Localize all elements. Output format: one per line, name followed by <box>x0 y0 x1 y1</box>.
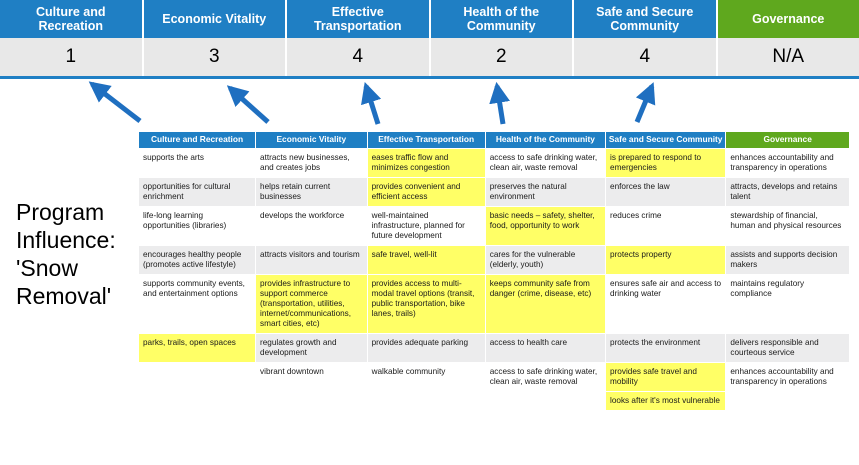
table-row <box>139 333 850 362</box>
header-label: Governance <box>752 12 825 26</box>
arrow-to-health-of-the-community <box>497 86 503 124</box>
matrix-cell: access to safe drinking water, clean air, waste removal <box>485 148 605 177</box>
matrix-header-health-of-the-community: Health of the Community <box>485 132 605 149</box>
arrow-group <box>0 76 859 136</box>
score-culture-and-recreation: 1 <box>0 38 144 76</box>
matrix-cell: provides access to multi-modal travel options (transit, public transportation, bike lanes, trails) <box>367 274 485 333</box>
matrix-cell: preserves the natural environment <box>485 177 605 206</box>
matrix-cell: enforces the law <box>606 177 726 206</box>
matrix-cell: enhances accountability and transparency in operations <box>726 148 850 177</box>
header-cell-safe-and-secure-community <box>574 0 718 38</box>
matrix-cell <box>485 391 605 410</box>
score-effective-transportation: 4 <box>287 38 431 76</box>
matrix-cell: maintains regulatory compliance <box>726 274 850 333</box>
matrix-cell: supports community events, and entertainment options <box>139 274 256 333</box>
table-row <box>139 148 850 177</box>
matrix-cell <box>367 391 485 410</box>
matrix-cell: is prepared to respond to emergencies <box>606 148 726 177</box>
matrix-cell: attracts new businesses, and creates jobs <box>256 148 368 177</box>
score-health-of-the-community: 2 <box>431 38 575 76</box>
matrix-cell: life-long learning opportunities (libraries) <box>139 206 256 245</box>
matrix-cell: safe travel, well-lit <box>367 245 485 274</box>
score-band <box>0 38 859 76</box>
header-label: Effective Transportation <box>313 5 402 33</box>
matrix-cell: vibrant downtown <box>256 362 368 391</box>
matrix-cell: provides convenient and efficient access <box>367 177 485 206</box>
matrix-cell: encourages healthy people (promotes active lifestyle) <box>139 245 256 274</box>
matrix-cell: develops the workforce <box>256 206 368 245</box>
matrix-cell: walkable community <box>367 362 485 391</box>
matrix-cell <box>256 391 368 410</box>
matrix-header-governance: Governance <box>726 132 850 149</box>
matrix-body <box>139 148 850 410</box>
matrix-cell <box>139 362 256 391</box>
strategic-outcomes-header <box>0 0 859 38</box>
table-row <box>139 362 850 391</box>
header-label: Health of the Community <box>463 5 540 33</box>
header-label: Culture and Recreation <box>36 5 106 33</box>
matrix-cell: attracts, develops and retains talent <box>726 177 850 206</box>
matrix-cell: opportunities for cultural enrichment <box>139 177 256 206</box>
matrix-cell: attracts visitors and tourism <box>256 245 368 274</box>
matrix-cell: supports the arts <box>139 148 256 177</box>
matrix-cell: well-maintained infrastructure, planned for future development <box>367 206 485 245</box>
matrix-cell: protects property <box>606 245 726 274</box>
arrow-to-culture-and-recreation <box>92 84 140 121</box>
matrix-header-effective-transportation: Effective Transportation <box>367 132 485 149</box>
table-row <box>139 177 850 206</box>
header-cell-effective-transportation <box>287 0 431 38</box>
matrix-cell <box>139 391 256 410</box>
header-label: Safe and Secure Community <box>596 5 694 33</box>
table-row <box>139 206 850 245</box>
matrix-cell: keeps community safe from danger (crime, disease, etc) <box>485 274 605 333</box>
matrix-cell: provides infrastructure to support commerce (transportation, utilities, internet/communications, smart cities, etc) <box>256 274 368 333</box>
header-label: Economic Vitality <box>162 12 267 26</box>
header-cell-economic-vitality <box>144 0 288 38</box>
header-cell-health-of-the-community <box>431 0 575 38</box>
matrix-cell: enhances accountability and transparency in operations <box>726 362 850 391</box>
matrix-cell: protects the environment <box>606 333 726 362</box>
matrix-header-economic-vitality: Economic Vitality <box>256 132 368 149</box>
program-influence-caption: Program Influence: 'Snow Removal' <box>16 199 116 310</box>
matrix-cell: basic needs – safety, shelter, food, opportunity to work <box>485 206 605 245</box>
table-row <box>139 274 850 333</box>
score-safe-and-secure-community: 4 <box>574 38 718 76</box>
score-economic-vitality: 3 <box>144 38 288 76</box>
matrix-cell: helps retain current businesses <box>256 177 368 206</box>
matrix-header-row <box>139 132 850 149</box>
header-cell-culture-and-recreation <box>0 0 144 38</box>
matrix-cell: assists and supports decision makers <box>726 245 850 274</box>
matrix-cell: regulates growth and development <box>256 333 368 362</box>
matrix-cell: parks, trails, open spaces <box>139 333 256 362</box>
matrix-cell: access to safe drinking water, clean air, waste removal <box>485 362 605 391</box>
matrix-cell: provides safe travel and mobility <box>606 362 726 391</box>
header-cell-governance <box>718 0 859 38</box>
matrix-cell: stewardship of financial, human and physical resources <box>726 206 850 245</box>
matrix-cell: delivers responsible and courteous service <box>726 333 850 362</box>
table-row <box>139 391 850 410</box>
arrow-to-effective-transportation <box>366 86 378 124</box>
score-governance: N/A <box>772 46 805 67</box>
table-row <box>139 245 850 274</box>
matrix-header-culture-and-recreation: Culture and Recreation <box>139 132 256 149</box>
arrow-to-economic-vitality <box>230 88 268 122</box>
matrix-cell: cares for the vulnerable (elderly, youth) <box>485 245 605 274</box>
matrix-cell <box>726 391 850 410</box>
matrix-cell: reduces crime <box>606 206 726 245</box>
matrix-cell: eases traffic flow and minimizes congestion <box>367 148 485 177</box>
matrix-cell: provides adequate parking <box>367 333 485 362</box>
matrix-cell: ensures safe air and access to drinking water <box>606 274 726 333</box>
matrix-cell: access to health care <box>485 333 605 362</box>
outcome-statements-matrix <box>138 131 850 411</box>
matrix-header-safe-and-secure-community: Safe and Secure Community <box>606 132 726 149</box>
matrix-cell: looks after it's most vulnerable <box>606 391 726 410</box>
arrow-to-safe-and-secure-community <box>637 86 652 122</box>
